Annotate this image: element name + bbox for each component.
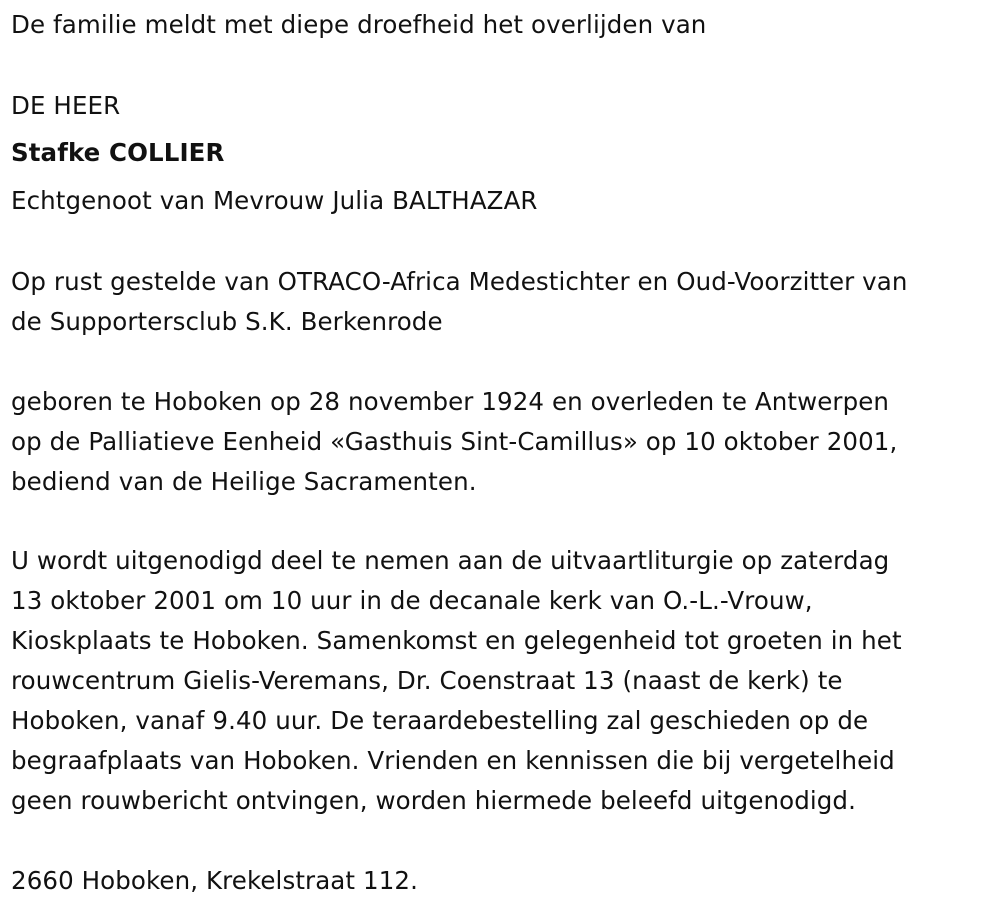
paragraph-line: Kioskplaats te Hoboken. Samenkomst en gelegenheid tot groeten in het (11, 626, 902, 655)
paragraph-line: op de Palliatieve Eenheid «Gasthuis Sint-Camillus» op 10 oktober 2001, (11, 427, 898, 456)
spouse-line: Echtgenoot van Mevrouw Julia BALTHAZAR (11, 186, 538, 215)
paragraph-line: bediend van de Heilige Sacramenten. (11, 467, 477, 496)
paragraph-line: geen rouwbericht ontvingen, worden hiermede beleefd uitgenodigd. (11, 786, 856, 815)
honorific-title: DE HEER (11, 91, 121, 120)
paragraph-line: Op rust gestelde van OTRACO-Africa Medestichter en Oud-Voorzitter van (11, 267, 908, 296)
paragraph-line: rouwcentrum Gielis-Veremans, Dr. Coenstraat 13 (naast de kerk) te (11, 666, 843, 695)
deceased-name: Stafke COLLIER (11, 138, 225, 167)
paragraph-line: begraafplaats van Hoboken. Vrienden en kennissen die bij vergetelheid (11, 746, 895, 775)
paragraph-line: 13 oktober 2001 om 10 uur in de decanale kerk van O.-L.-Vrouw, (11, 586, 813, 615)
address-line: 2660 Hoboken, Krekelstraat 112. (11, 866, 418, 895)
paragraph-line: Hoboken, vanaf 9.40 uur. De teraardebestelling zal geschieden op de (11, 706, 869, 735)
paragraph-line: geboren te Hoboken op 28 november 1924 en overleden te Antwerpen (11, 387, 890, 416)
paragraph-line: de Supportersclub S.K. Berkenrode (11, 307, 443, 336)
intro-text: De familie meldt met diepe droefheid het overlijden van (11, 10, 707, 39)
paragraph-line: U wordt uitgenodigd deel te nemen aan de uitvaartliturgie op zaterdag (11, 546, 890, 575)
